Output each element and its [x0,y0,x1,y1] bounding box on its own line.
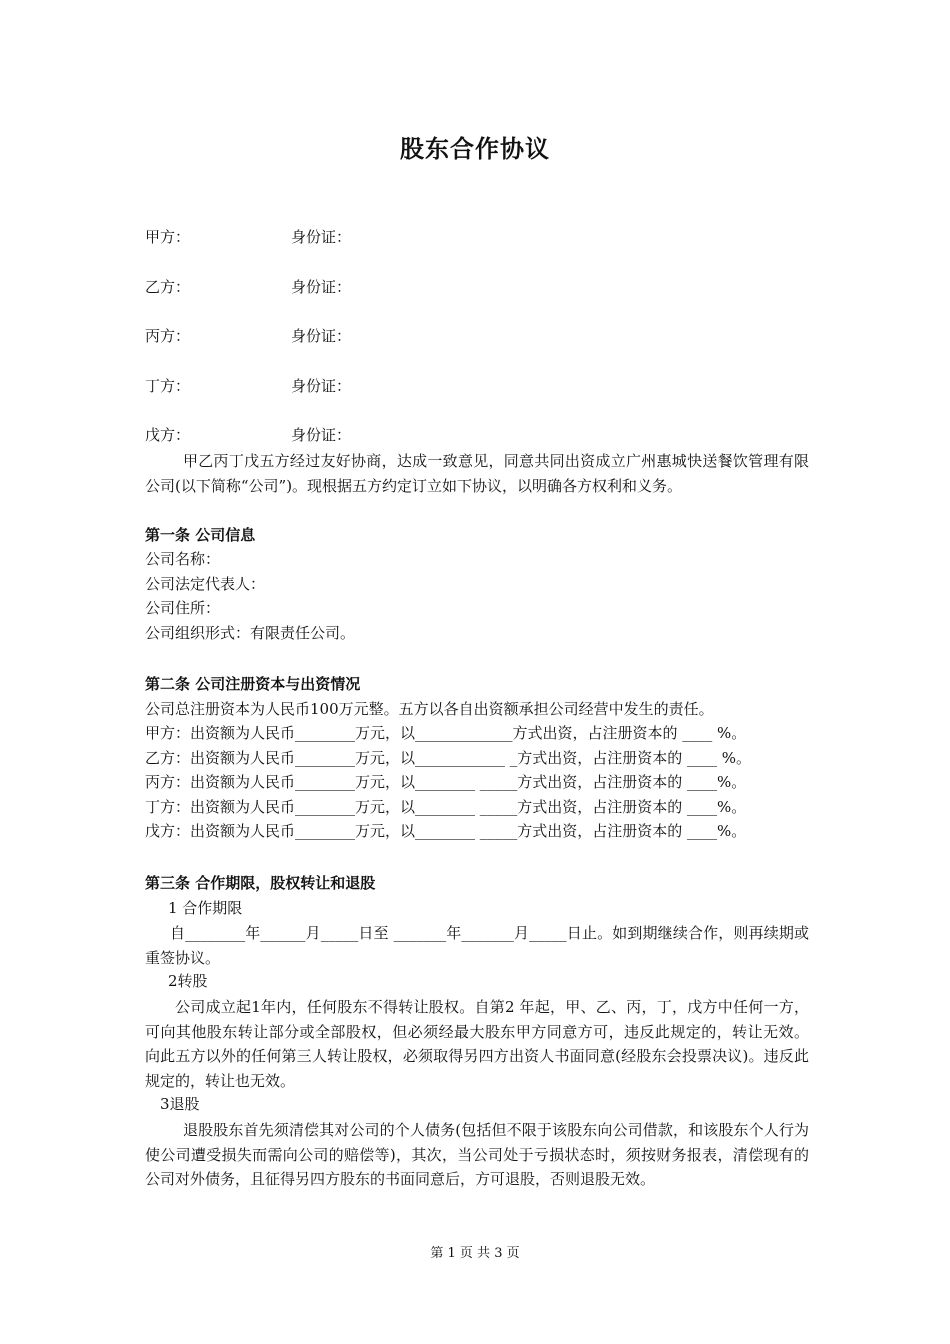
transfer-subheading: 2转股 [168,972,208,990]
company-address-line: 公司住所： [145,599,221,617]
party-jia-id-label: 身份证： [291,228,352,246]
intro-paragraph: 甲乙丙丁戊五方经过友好协商，达成一致意见，同意共同出资成立广州惠城快送餐饮管理有限公司(以下简称“公司”)。现根据五方约定订立如下协议，以明确各方权利和义务。 [145,452,809,495]
legal-rep-line: 公司法定代表人： [145,575,266,593]
party-yi-label: 乙方： [145,278,191,296]
contribution-jia: 甲方：出资额为人民币________万元，以_____________方式出资，占注册资本的 ____ %。 [145,724,747,742]
article2-heading: 第二条 公司注册资本与出资情况 [145,675,361,693]
contribution-wu: 戊方：出资额为人民币________万元，以________ _____方式出资，占注册资本的 ____%。 [145,822,747,840]
withdrawal-paragraph: 退股股东首先须清偿其对公司的个人债务(包括但不限于该股东向公司借款，和该股东个人行为使公司遭受损失而需向公司的赔偿等)，其次，当公司处于亏损状态时，须按财务报表，清偿现有的公司对外债务，且征得另四方股东的书面同意后，方可退股，否则退股无效。 [145,1121,809,1188]
capital-summary: 公司总注册资本为人民币100万元整。五方以各自出资额承担公司经营中发生的责任。 [145,700,714,718]
party-wu-id-label: 身份证： [291,426,352,444]
company-name-line: 公司名称： [145,550,221,568]
article3-heading: 第三条 合作期限，股权转让和退股 [145,874,376,892]
org-form-line: 公司组织形式：有限责任公司。 [145,624,356,642]
contribution-bing: 丙方：出资额为人民币________万元，以________ _____方式出资，占注册资本的 ____%。 [145,773,747,791]
article1-heading: 第一条 公司信息 [145,526,256,544]
party-yi-id-label: 身份证： [291,278,352,296]
party-wu-label: 戊方： [145,426,191,444]
document-title: 股东合作协议 [400,134,550,163]
term-subheading: 1 合作期限 [168,899,243,917]
page-footer: 第 1 页 共 3 页 [430,1246,520,1261]
party-ding-id-label: 身份证： [291,377,352,395]
party-bing-label: 丙方： [145,327,191,345]
transfer-paragraph: 公司成立起1年内，任何股东不得转让股权。自第2 年起，甲、乙、丙，丁，戊方中任何一方，可向其他股东转让部分或全部股权，但必须经最大股东甲方同意方可，违反此规定的，转让无效。 向此五方以外的任何第三人转让股权，必须取得另四方出资人书面同意(经股东会投票决议)。违反此规定的，转让也无效。 [145,998,809,1090]
contribution-yi: 乙方：出资额为人民币________万元，以____________ _方式出资，占注册资本的 ____ %。 [145,749,752,767]
party-bing-id-label: 身份证： [291,327,352,345]
party-jia-label: 甲方： [145,228,191,246]
term-paragraph: 自________年______月_____日至 _______年_______月_____日止。如到期继续合作，则再续期或重签协议。 [145,924,809,967]
contribution-ding: 丁方：出资额为人民币________万元，以________ _____方式出资，占注册资本的 ____%。 [145,798,747,816]
withdrawal-subheading: 3退股 [160,1095,200,1113]
party-ding-label: 丁方： [145,377,191,395]
